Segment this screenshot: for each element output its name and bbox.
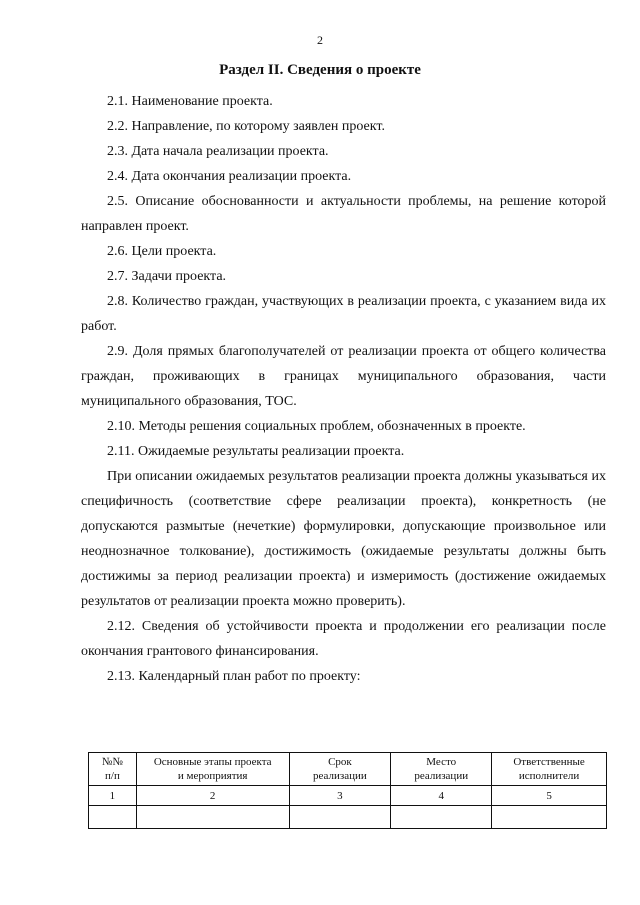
table-cell (89, 806, 137, 829)
table-header-row (89, 753, 607, 786)
header-place: Место реализации (391, 753, 492, 786)
item-2-3: 2.3. Дата начала реализации проекта. (107, 144, 329, 159)
item-2-9: 2.9. Доля прямых благополучателей от реализации проекта от общего количества граждан, проживающих в границах муниципального образования, части муниципального образования, ТОС. (81, 344, 606, 409)
table-cell (289, 806, 391, 829)
item-2-13: 2.13. Календарный план работ по проекту: (107, 669, 361, 684)
table-cell: 3 (289, 786, 391, 806)
table-cell: 4 (391, 786, 492, 806)
item-2-11: 2.11. Ожидаемые результаты реализации проекта. (107, 444, 405, 459)
table-cell: 2 (136, 786, 289, 806)
table-cell (492, 806, 607, 829)
section-body (81, 89, 606, 689)
section-title: Раздел II. Сведения о проекте (219, 62, 421, 78)
item-2-4: 2.4. Дата окончания реализации проекта. (107, 169, 352, 184)
item-2-8: 2.8. Количество граждан, участвующих в реализации проекта, с указанием вида их работ. (81, 294, 606, 334)
header-number: №№ п/п (89, 753, 137, 786)
table-row (89, 786, 607, 806)
work-plan-table (88, 752, 607, 829)
item-2-12: 2.12. Сведения об устойчивости проекта и продолжении его реализации после окончания грантового финансирования. (81, 619, 606, 659)
item-2-5: 2.5. Описание обоснованности и актуальности проблемы, на решение которой направлен проект. (81, 194, 606, 234)
table-cell (391, 806, 492, 829)
table-cell (136, 806, 289, 829)
table-cell: 5 (492, 786, 607, 806)
table-cell: 1 (89, 786, 137, 806)
item-2-2: 2.2. Направление, по которому заявлен проект. (107, 119, 385, 134)
header-term: Срок реализации (289, 753, 391, 786)
table-row (89, 806, 607, 829)
item-2-7: 2.7. Задачи проекта. (107, 269, 227, 284)
results-description: При описании ожидаемых результатов реализации проекта должны указываться их специфичность (соответствие сфере реализации проекта), конкретность (не допускаются размытые (нечеткие) формулировки, допускающие произвольное или неоднозначное толкование), достижимость (ожидаемые результаты должны быть достижимы за период реализации проекта) и измеримость (достижение ожидаемых результатов от реализации проекта можно проверить). (81, 469, 606, 609)
item-2-6: 2.6. Цели проекта. (107, 244, 217, 259)
item-2-1: 2.1. Наименование проекта. (107, 94, 273, 109)
page-number: 2 (317, 33, 323, 47)
header-stages: Основные этапы проекта и мероприятия (136, 753, 289, 786)
item-2-10: 2.10. Методы решения социальных проблем, обозначенных в проекте. (107, 419, 526, 434)
header-responsible: Ответственные исполнители (492, 753, 607, 786)
